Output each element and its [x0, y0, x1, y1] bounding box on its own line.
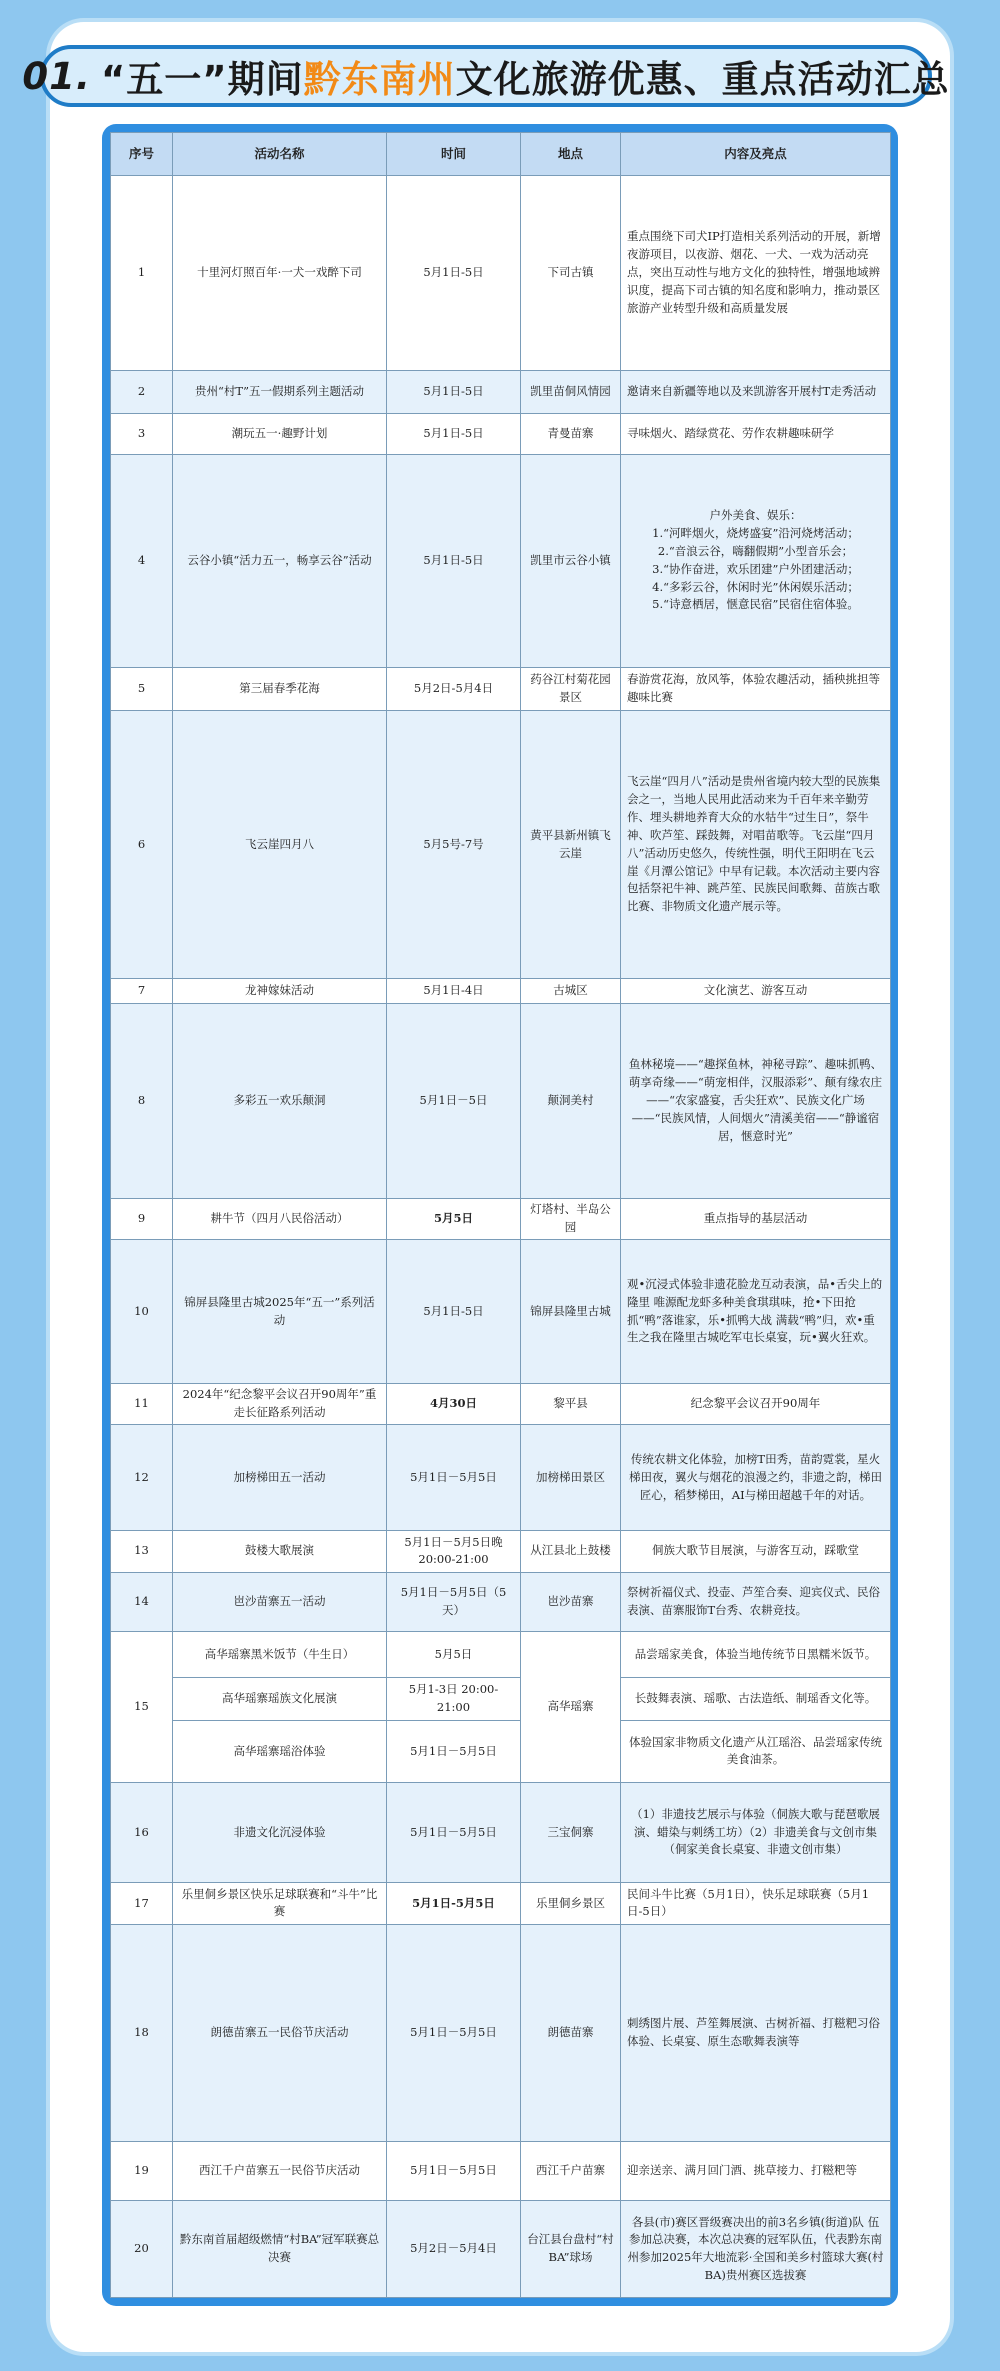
- row-number: 19: [111, 2142, 173, 2201]
- table-row: [111, 667, 891, 710]
- table-row: [111, 2142, 891, 2201]
- table-row: [111, 176, 891, 371]
- activity-name: 黔东南首届超级燃情“村BA”冠军联赛总决赛: [173, 2201, 387, 2298]
- table-row: [111, 1004, 891, 1199]
- activity-content: 寻味烟火、踏绿赏花、劳作农耕趣味研学: [621, 413, 891, 454]
- activity-name: 西江千户苗寨五一民俗节庆活动: [173, 2142, 387, 2201]
- activity-place: 西江千户苗寨: [521, 2142, 621, 2201]
- table-row: [111, 1678, 891, 1721]
- activity-name: 非遗文化沉浸体验: [173, 1782, 387, 1882]
- table-row: [111, 1240, 891, 1383]
- activity-content: 重点围绕下司犬IP打造相关系列活动的开展，新增夜游项目，以夜游、烟花、一犬、一戏为活动亮点，突出互动性与地方文化的独特性，增强地域辨识度，提高下司古镇的知名度和影响力，推动景区旅游产业转型升级和高质量发展: [621, 176, 891, 371]
- row-number: 10: [111, 1240, 173, 1383]
- table-row: [111, 1883, 891, 1925]
- activity-name: 第三届春季花海: [173, 667, 387, 710]
- header-place: 地点: [521, 133, 621, 176]
- activity-time: 5月1-3日 20:00-21:00: [387, 1678, 521, 1721]
- table-header-row: [111, 133, 891, 176]
- row-number: 3: [111, 413, 173, 454]
- activity-place: 青曼苗寨: [521, 413, 621, 454]
- activity-place: 凯里苗侗风情园: [521, 370, 621, 413]
- activity-place: 下司古镇: [521, 176, 621, 371]
- activity-time: 5月2日-5月4日: [387, 667, 521, 710]
- activity-name: 潮玩五一·趣野计划: [173, 413, 387, 454]
- table-wrapper: [110, 132, 890, 2298]
- activity-content: （1）非遗技艺展示与体验（侗族大歌与琵琶歌展演、蜡染与刺绣工坊）（2）非遗美食与文创市集（侗家美食长桌宴、非遗文创市集）: [621, 1782, 891, 1882]
- activity-place: 台江县台盘村“村BA”球场: [521, 2201, 621, 2298]
- row-number: 13: [111, 1531, 173, 1573]
- row-number: 5: [111, 667, 173, 710]
- content-line: 1.“河畔烟火，烧烤盛宴”沿河烧烤活动；: [652, 526, 859, 541]
- table-row: [111, 710, 891, 979]
- activity-name: 高华瑶寨瑶浴体验: [173, 1721, 387, 1782]
- activity-place: 药谷江村菊花园景区: [521, 667, 621, 710]
- activity-place: 加榜梯田景区: [521, 1425, 621, 1531]
- row-number: 18: [111, 1924, 173, 2141]
- activity-time: 5月5日: [387, 1198, 521, 1240]
- activity-content: 鱼林秘境——“趣探鱼林，神秘寻踪”、趣味抓鸭、萌享奇缘——“萌宠相伴，汉服添彩”、颠有缘农庄——“农家盛宴，舌尖狂欢”、民族文化广场——“民族风情，人间烟火”清溪美宿——“静谧宿居，惬意时光”: [621, 1004, 891, 1199]
- table-row: [111, 1632, 891, 1678]
- activity-name: 耕牛节（四月八民俗活动）: [173, 1198, 387, 1240]
- activity-name: 十里河灯照百年·一犬一戏醉下司: [173, 176, 387, 371]
- header-time: 时间: [387, 133, 521, 176]
- activity-name: 龙神嫁妹活动: [173, 979, 387, 1004]
- table-row: [111, 1721, 891, 1782]
- title-number: 01.: [22, 54, 91, 98]
- activity-name: 朗德苗寨五一民俗节庆活动: [173, 1924, 387, 2141]
- activity-place: 高华瑶寨: [521, 1632, 621, 1783]
- activity-place: 凯里市云谷小镇: [521, 454, 621, 667]
- row-number: 11: [111, 1383, 173, 1425]
- activity-name: 高华瑶寨瑶族文化展演: [173, 1678, 387, 1721]
- content-line: 2.“音浪云谷，嗨翻假期”小型音乐会；: [657, 544, 854, 558]
- table-row: [111, 1572, 891, 1631]
- activity-content: [621, 454, 891, 667]
- row-number: 15: [111, 1632, 173, 1783]
- row-number: 14: [111, 1572, 173, 1631]
- table-row: [111, 370, 891, 413]
- activity-time: 5月1日-5日: [387, 370, 521, 413]
- activity-place: 灯塔村、半岛公园: [521, 1198, 621, 1240]
- activity-content: 飞云崖“四月八”活动是贵州省境内较大型的民族集会之一，当地人民用此活动来为千百年来辛勤劳作、埋头耕地养育大众的水牯牛“过生日”，祭牛神、吹芦笙、踩鼓舞，对唱苗歌等。飞云崖“四月八”活动历史悠久，传统性强，明代王阳明在飞云崖《月潭公馆记》中早有记载。本次活动主要内容包括祭祀牛神、跳芦笙、民族民间歌舞、苗族古歌比赛、非物质文化遗产展示等。: [621, 710, 891, 979]
- activity-time: 5月1日－5月5日: [387, 1924, 521, 2141]
- table-row: [111, 979, 891, 1004]
- row-number: 1: [111, 176, 173, 371]
- activity-time: 5月1日－5月5日（5天）: [387, 1572, 521, 1631]
- activity-place: 颠洞美村: [521, 1004, 621, 1199]
- title-suffix: 文化旅游优惠、重点活动汇总: [455, 58, 950, 101]
- table-row: [111, 1425, 891, 1531]
- header-name: 活动名称: [173, 133, 387, 176]
- activity-content: 民间斗牛比赛（5月1日），快乐足球联赛（5月1日-5日）: [621, 1883, 891, 1925]
- activity-content: 观•沉浸式体验非遗花脸龙互动表演，品•舌尖上的隆里 唯源配龙虾多种美食琪琪味，抢•下田抢抓“鸭”落谁家，乐•抓鸭大战 满载“鸭”归，欢•重生之我在隆里古城吃军屯长桌宴，玩•翼火狂欢。: [621, 1240, 891, 1383]
- activity-content: 文化演艺、游客互动: [621, 979, 891, 1004]
- activity-name: 岜沙苗寨五一活动: [173, 1572, 387, 1631]
- activity-time: 5月1日－5月5日: [387, 1721, 521, 1782]
- activities-table: [110, 132, 891, 2298]
- content-line: 4.“多彩云谷，休闲时光”休闲娱乐活动；: [652, 579, 859, 594]
- row-number: 2: [111, 370, 173, 413]
- activity-time: 5月1日－5月5日晚20:00-21:00: [387, 1531, 521, 1573]
- row-number: 7: [111, 979, 173, 1004]
- activity-name: 飞云崖四月八: [173, 710, 387, 979]
- activity-time: 5月1日－5月5日: [387, 1425, 521, 1531]
- activity-name: 贵州“村T”五一假期系列主题活动: [173, 370, 387, 413]
- row-number: 20: [111, 2201, 173, 2298]
- row-number: 16: [111, 1782, 173, 1882]
- activity-place: 黎平县: [521, 1383, 621, 1425]
- table-row: [111, 1531, 891, 1573]
- row-number: 6: [111, 710, 173, 979]
- table-row: [111, 2201, 891, 2298]
- content-line: 户外美食、娱乐：: [709, 508, 802, 523]
- activity-content: 品尝瑶家美食，体验当地传统节日黑糯米饭节。: [621, 1632, 891, 1678]
- activity-time: 5月1日-4日: [387, 979, 521, 1004]
- content-line: 5.“诗意栖居，惬意民宿”民宿住宿体验。: [652, 597, 859, 612]
- activity-time: 5月5日: [387, 1632, 521, 1678]
- table-row: [111, 454, 891, 667]
- activity-name: 鼓楼大歌展演: [173, 1531, 387, 1573]
- activity-place: 乐里侗乡景区: [521, 1883, 621, 1925]
- activity-content: 侗族大歌节目展演，与游客互动，踩歌堂: [621, 1531, 891, 1573]
- activity-content: 迎亲送亲、满月回门酒、挑草接力、打糍粑等: [621, 2142, 891, 2201]
- activity-time: 5月5号-7号: [387, 710, 521, 979]
- activity-content: 传统农耕文化体验，加榜T田秀，苗韵霓裳，星火梯田夜，翼火与烟花的浪漫之约，非遗之韵，梯田匠心，稻梦梯田，AI与梯田超越千年的对话。: [621, 1425, 891, 1531]
- activity-time: 5月1日－5月5日: [387, 2142, 521, 2201]
- page-title: [22, 45, 950, 107]
- activity-name: 乐里侗乡景区快乐足球联赛和“斗牛”比赛: [173, 1883, 387, 1925]
- activity-time: 4月30日: [387, 1383, 521, 1425]
- activity-time: 5月1日-5日: [387, 413, 521, 454]
- activity-name: 2024年“纪念黎平会议召开90周年”重走长征路系列活动: [173, 1383, 387, 1425]
- activity-content: 重点指导的基层活动: [621, 1198, 891, 1240]
- table-row: [111, 1924, 891, 2141]
- activity-name: 高华瑶寨黑米饭节（牛生日）: [173, 1632, 387, 1678]
- activity-content: 长鼓舞表演、瑶歌、古法造纸、制瑶香文化等。: [621, 1678, 891, 1721]
- table-row: [111, 1198, 891, 1240]
- activity-time: 5月1日－5月5日: [387, 1782, 521, 1882]
- activity-content: 祭树祈福仪式、投壶、芦笙合奏、迎宾仪式、民俗表演、苗寨服饰T台秀、农耕竞技。: [621, 1572, 891, 1631]
- activity-name: 多彩五一欢乐颠洞: [173, 1004, 387, 1199]
- header-no: 序号: [111, 133, 173, 176]
- row-number: 4: [111, 454, 173, 667]
- row-number: 9: [111, 1198, 173, 1240]
- activity-time: 5月1日-5日: [387, 1240, 521, 1383]
- activity-place: 古城区: [521, 979, 621, 1004]
- activity-place: 从江县北上鼓楼: [521, 1531, 621, 1573]
- title-prefix: “五一”期间: [100, 58, 304, 101]
- header-content: 内容及亮点: [621, 133, 891, 176]
- activity-content: 邀请来自新疆等地以及来凯游客开展村T走秀活动: [621, 370, 891, 413]
- table-row: [111, 413, 891, 454]
- title-highlight: 黔东南州: [303, 58, 456, 101]
- row-number: 8: [111, 1004, 173, 1199]
- activity-content: 各县(市)赛区晋级赛决出的前3名乡镇(街道)队 伍参加总决赛，本次总决赛的冠军队伍，代表黔东南州参加2025年大地流彩·全国和美乡村篮球大赛(村BA)贵州赛区选拔赛: [621, 2201, 891, 2298]
- activity-place: 朗德苗寨: [521, 1924, 621, 2141]
- table-row: [111, 1383, 891, 1425]
- activity-time: 5月1日-5日: [387, 176, 521, 371]
- table-row: [111, 1782, 891, 1882]
- activity-name: 加榜梯田五一活动: [173, 1425, 387, 1531]
- activity-place: 岜沙苗寨: [521, 1572, 621, 1631]
- activity-content: 刺绣图片展、芦笙舞展演、古树祈福、打糍粑习俗体验、长桌宴、原生态歌舞表演等: [621, 1924, 891, 2141]
- activity-place: 锦屏县隆里古城: [521, 1240, 621, 1383]
- activity-time: 5月1日-5日: [387, 454, 521, 667]
- row-number: 17: [111, 1883, 173, 1925]
- row-number: 12: [111, 1425, 173, 1531]
- activity-time: 5月1日-5月5日: [387, 1883, 521, 1925]
- activity-place: 三宝侗寨: [521, 1782, 621, 1882]
- activity-content: 春游赏花海，放风筝，体验农趣活动，插秧挑担等趣味比赛: [621, 667, 891, 710]
- activity-name: 锦屏县隆里古城2025年“五一”系列活动: [173, 1240, 387, 1383]
- content-line: 3.“协作奋进，欢乐团建”户外团建活动；: [652, 561, 859, 576]
- activity-content: 纪念黎平会议召开90周年: [621, 1383, 891, 1425]
- activity-content: 体验国家非物质文化遗产从江瑶浴、品尝瑶家传统美食油茶。: [621, 1721, 891, 1782]
- activity-name: 云谷小镇“活力五一，畅享云谷”活动: [173, 454, 387, 667]
- activity-time: 5月2日－5月4日: [387, 2201, 521, 2298]
- activity-place: 黄平县新州镇飞云崖: [521, 710, 621, 979]
- activity-time: 5月1日－5日: [387, 1004, 521, 1199]
